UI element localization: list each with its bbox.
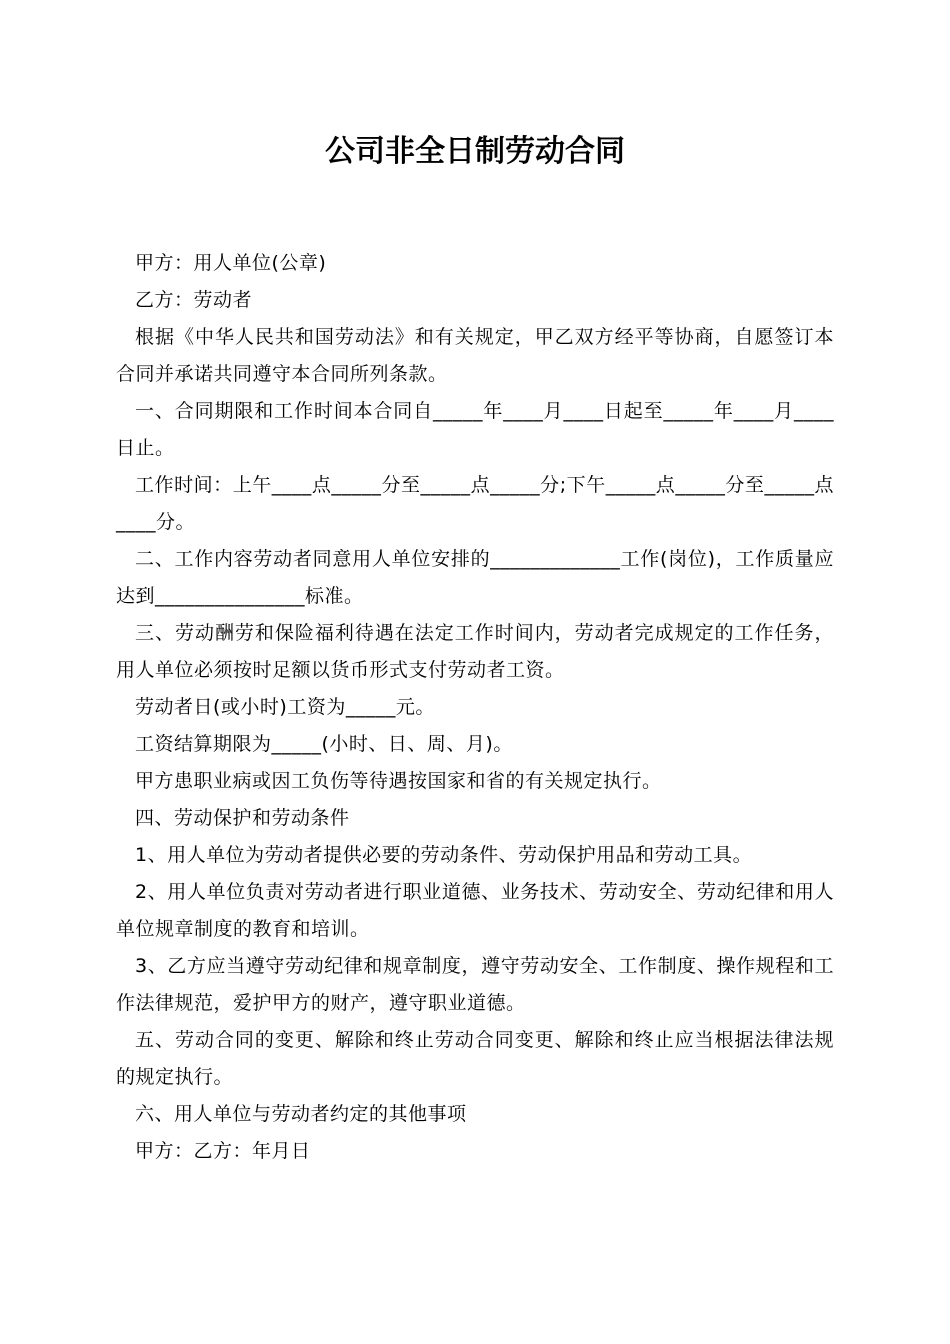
party-b-line: 乙方：劳动者 <box>135 289 253 311</box>
clause-4-heading: 四、劳动保护和劳动条件 <box>135 807 350 829</box>
clause-3-remuneration: 三、劳动酬劳和保险福利待遇在法定工作时间内，劳动者完成规定的工作任务，用人单位必须按时足额以货币形式支付劳动者工资。 <box>116 622 834 681</box>
preamble-paragraph: 根据《中华人民共和国劳动法》和有关规定，甲乙双方经平等协商，自愿签订本合同并承诺共同遵守本合同所列条款。 <box>116 326 834 385</box>
clause-2-work-content: 二、工作内容劳动者同意用人单位安排的_____________工作(岗位)，工作质量应达到_______________标准。 <box>116 548 834 607</box>
clause-5-changes: 五、劳动合同的变更、解除和终止劳动合同变更、解除和终止应当根据法律法规的规定执行。 <box>116 1029 834 1088</box>
document-title: 公司非全日制劳动合同 <box>325 134 625 169</box>
party-a-line: 甲方：用人单位(公章) <box>135 252 327 274</box>
clause-3-injury: 甲方患职业病或因工负伤等待遇按国家和省的有关规定执行。 <box>135 770 662 792</box>
clause-4-item-3: 3、乙方应当遵守劳动纪律和规章制度，遵守劳动安全、工作制度、操作规程和工作法律规范，爱护甲方的财产，遵守职业道德。 <box>116 955 834 1014</box>
clause-6-other-matters: 六、用人单位与劳动者约定的其他事项 <box>135 1103 467 1125</box>
clause-4-item-2: 2、用人单位负责对劳动者进行职业道德、业务技术、劳动安全、劳动纪律和用人单位规章制度的教育和培训。 <box>116 881 834 940</box>
clause-3-wage: 劳动者日(或小时)工资为_____元。 <box>135 696 435 718</box>
clause-4-item-1: 1、用人单位为劳动者提供必要的劳动条件、劳动保护用品和劳动工具。 <box>135 844 753 866</box>
signature-line: 甲方：乙方：年月日 <box>135 1140 311 1162</box>
clause-1-term: 一、合同期限和工作时间本合同自_____年____月____日起至_____年____月____日止。 <box>116 400 834 459</box>
clause-1-working-hours: 工作时间：上午____点_____分至_____点_____分;下午_____点_____分至_____点____分。 <box>116 474 834 533</box>
clause-3-settlement-period: 工资结算期限为_____(小时、日、周、月)。 <box>135 733 513 755</box>
document-body <box>116 245 834 1170</box>
